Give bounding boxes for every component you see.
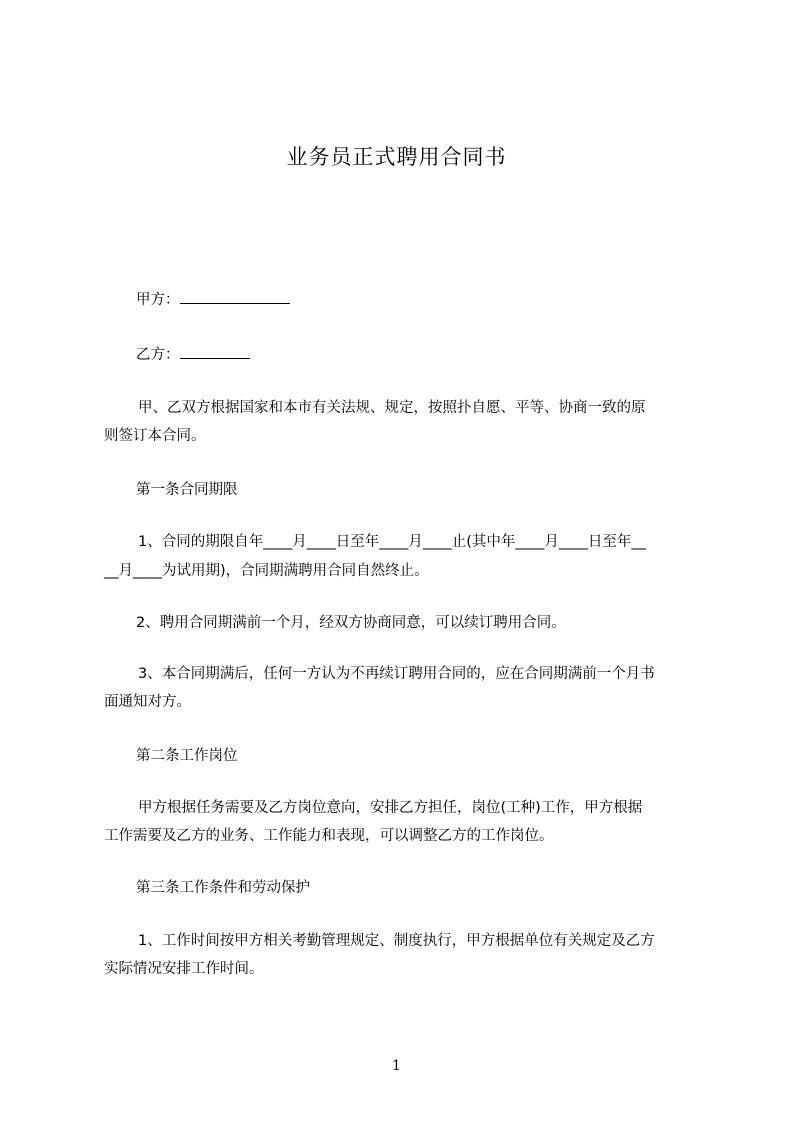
article-1-clause-1-line-1: 1、合同的期限自年____月____日至年____月____止(其中年____月____日至年__ [138,534,646,550]
intro-line-2: 则签订本合同。 [104,428,206,444]
document-title: 业务员正式聘用合同书 [286,145,507,169]
article-1-heading: 第一条合同期限 [136,482,238,498]
party-b-line [136,345,250,365]
article-1-clause-3-line-2: 面通知对方。 [104,694,191,710]
party-b-blank [180,345,250,359]
intro-line-1: 甲、乙双方根据国家和本市有关法规、规定，按照扑自愿、平等、协商一致的原 [138,400,646,416]
article-3-clause-1-line-1: 1、工作时间按甲方相关考勤管理规定、制度执行，甲方根据单位有关规定及乙方 [138,933,655,949]
article-2-body-line-1: 甲方根据任务需要及乙方岗位意向，安排乙方担任，岗位(工种)工作，甲方根据 [138,800,643,816]
article-2-body-line-2: 工作需要及乙方的业务、工作能力和表现，可以调整乙方的工作岗位。 [104,828,554,844]
party-a-blank [180,290,290,304]
article-3-heading: 第三条工作条件和劳动保护 [136,880,310,896]
article-1-clause-2: 2、聘用合同期满前一个月，经双方协商同意，可以续订聘用合同。 [136,615,566,631]
article-3-clause-1-line-2: 实际情况安排工作时间。 [104,961,264,977]
party-a-label: 甲方： [136,292,180,308]
article-2-heading: 第二条工作岗位 [136,748,238,764]
article-1-clause-3-line-1: 3、本合同期满后，任何一方认为不再续订聘用合同的，应在合同期满前一个月书 [138,666,655,682]
party-a-line [136,290,290,310]
page-number: 1 [392,1058,401,1074]
party-b-label: 乙方： [136,347,180,363]
article-1-clause-1-line-2: __月____为试用期)，合同期满聘用合同自然终止。 [104,563,429,579]
